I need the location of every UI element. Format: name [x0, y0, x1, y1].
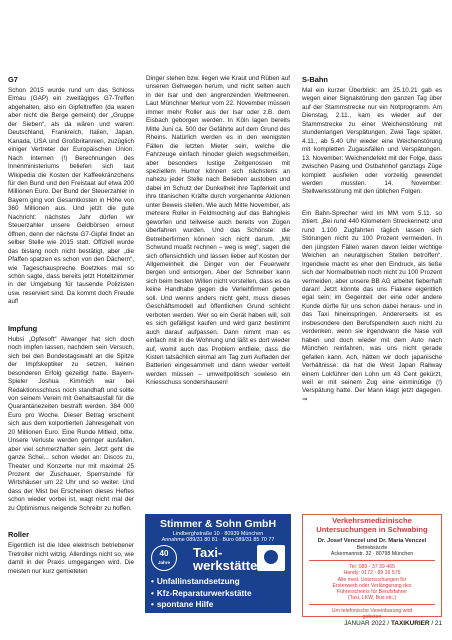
logo-icon — [257, 545, 285, 571]
info-line: Um telefonische Vereinbarung wird — [331, 607, 413, 614]
badge-text: Jahre — [157, 560, 170, 565]
venczel-advertisement — [302, 514, 442, 621]
badge-number: 40 — [159, 549, 169, 558]
column-right — [302, 75, 442, 407]
divider — [309, 604, 435, 605]
column-middle — [146, 75, 290, 391]
info-line: (Taxi, LKW, Bus etc.) — [347, 594, 397, 601]
logo-circle — [264, 550, 278, 564]
info-line: Alle med. Untersuchungen für — [337, 576, 407, 583]
ad-v-title-line-1: Verkehrsmedizinische — [332, 516, 412, 525]
service-item: • Kfz-Reparaturwerkstätte — [151, 588, 252, 600]
ad-v-title — [303, 517, 441, 534]
ad-title-line-1: Taxi- — [193, 545, 223, 560]
mobile-number: Handy: 0172 - 89 16 575 — [343, 570, 401, 577]
phone-number: Tel: 089 - 37 39 465 — [349, 564, 395, 571]
heading-g7: G7 — [8, 75, 18, 84]
info-line: Ersterwerb oder Verlängerung des — [332, 582, 412, 589]
page-number: / 21 — [429, 620, 442, 627]
paragraph-g7: Schon 2015 wurde rund um das Schloss Elmau (GAP) ein zweitägiges G7-Treffen abgehalten, also ein Gipfeltreffen (da waren aber nicht die Berge gemeint) der „Gruppe der Sieben“, als da wären und waren: Deutschland, Frankreich, Italien, Japan, Kanada, USA und Großbritannien, zuzüglich einiger Vertreter der Europäischen Union. Nach Internen (!) Berechnungen des Innenministeriums beliefen sich laut Wikipedia die Kosten der Kaffeekränzchens für den Bund und den Freistaat auf etwa 200 Millionen Euro. Der Bund der Steuerzahler in Bayern ging von Gesamtkosten in Höhe von 360 Millionen aus. Und jetzt die gute Nachricht: nächstes Jahr dürfen wir Steuerzahler unsere Geldbörsen erneut öffnen, denn der nächste G7-Gipfel findet an selber Stelle wie 2015 statt. Offiziell wurde das bislang noch nicht bestätigt, aber „die Pfaffen spatzen es schon von den Dächern“, wie Tageschauspreche Boetzkes mal so schön sagte, dass bereits jetzt Hoteltzimmer in der Umgebung für tausende Polizisten usw. reserviert sind. Da kommt doch Freude auf! — [8, 87, 134, 306]
ad-v-title-line-2: Untersuchungen in Schwabing — [316, 524, 428, 534]
divider — [309, 560, 435, 561]
info-line: Führerscheins für Berufsfahrer — [336, 588, 408, 595]
paragraph-roller: Eigentlich ist die Idee elektrisch betriebener Tretroller nicht witzig. Allerdings nicht so, wie damit in der Praxis umgegangen wird. Die meisten nur kurz gemieteten — [8, 542, 134, 575]
practice-address: Ackermannstr. 32 · 80798 München — [330, 551, 414, 558]
issue-date: JANUAR 2022 / — [344, 620, 391, 627]
heading-s-bahn: S-Bahn — [302, 75, 328, 84]
company-address: Lindberghstraße 10 · 80939 München — [172, 531, 264, 537]
page-footer — [344, 620, 442, 627]
paragraph-s-bahn-1: Mal ein kurzer Überblick: am 25.10.21 gab es wegen einer Signalstörung den ganzen Tag über auf der Stammstrecke nur ein Notprogramm. Am Dienstag, 2.11., kam es wieder auf der Stammstrecke zu einer Weichenstörung mit stundenlangen Verspätungen. Zwei Tage später, 4.11., ab 5.40 Uhr wieder eine Weichenstörung mit kompletten Zugausfällen und Verspätungen. 13. November: Weichendefekt mit der Folge, dass zwischen Pasing und Ostbahnhof ganztags Züge komplett ausfielen oder vorzeitig gewendet werden mussten. 14. November: Stellwerksstörung mit den üblichen Folgen. — [302, 87, 442, 196]
heading-impfung: Impfung — [8, 323, 38, 333]
company-phone: Annahme 089/31 80 81 · Büro 089/31 85 70 77 — [161, 537, 275, 543]
paragraph-impfung: Hubsi „Opfesoft“ Aiwanger hat sich doch noch impfen lassen, nachdem sein Versuch, sich bei den Bundestagswahl an die Spitze der Impfskeptiker zu setzen, keinen besonderen Erfolg gezeitigt hatte. Bayern-Spieler Joshua Kimmich war bei Redaktionsschluss noch standhaft und sollte von seinem Verein mit Gehaltsausfall für die Quarantänezeiten bestraft werden. 384 000 Euro pro Woche. Dieser Betrag erscheint sich aus dem kolportierten Jahresgehalt von 20 Millionen Euro. Eine Runde Mitleid, bitte. Unsere Verluste werden geringer ausfallen, aber viel schmerzhafter sein. Jetzt geht die ganze Schei... schon wieder an: Discos zu, Theater und Konzerte nur mit maximal 25 Prozent der Zuschauer, Sperrstunde für Wirtshäuser um 22 Uhr und so weiter. Und dass der Mist bei Erscheinen dieses Heftes schon wieder vorbei ist, wagt nicht mal der zu Optimismus neigende Schreibr zu hoffen. — [8, 335, 134, 512]
info-line: gebeten — [362, 614, 382, 621]
stimmer-advertisement — [145, 514, 291, 613]
company-name: Stimmer & Sohn GmbH — [159, 518, 277, 530]
ad-title — [193, 546, 257, 572]
service-item: • Unfallinstandsetzung — [151, 576, 252, 588]
doctor-names: Dr. Josef Venczel und Dr. Maria Venczel — [317, 538, 427, 545]
magazine-name: TAXIKURIER — [390, 620, 430, 627]
doctor-role: Betriebsärzte — [356, 545, 388, 552]
service-list — [151, 576, 252, 611]
paragraph-s-bahn-2: Ein Bahn-Sprecher wird im MM vom 5.11. so zitiert: „Bei rund 440 Kilometern Streckennetz und rund 1.100 Zugfahrten täglich lassen sich Störungen nicht zu 100 Prozent vermeiden. In den jüngsten Fällen waren davon leider wichtige Weichen an neuralgischen Stellen betroffen“. Irgendwie macht es eher den Eindruck, als ließe sich der Normalbetrieb noch nicht zu 100 Prozent vermeiden, aber unsere BB AG arbeitet fieberhaft daran! Jetzt könnte das uns Fiakere eigentlich egal sein; im Gegenteil: der eine oder andere Kunde dürfte für uns schon dabei heraus- und in das Taxi hineinspringen. Andererseits ist es insbesondere den Berufspendlern auch nicht zu verdenken, wenn sie irgendwann die Nase voll haben und doch wieder mit dem Auto nach München reinfahren, was uns nicht gerade gefallen kann. Ach, hätten wir doch japanische Verhältnisse: da hat die West Japan Railway einem Lokführer den Lohn um 43 Cent gekürzt, weil er mit seinem Zug eine einminütige (!) Verspätung hatte. Der Mann klagt jetzt dagegen. ⇒ — [302, 209, 442, 403]
ad-title-line-2: werkstätte — [193, 558, 258, 573]
anniversary-badge-icon — [151, 545, 177, 571]
service-item: • spontane Hilfe — [151, 599, 252, 611]
paragraph-roller-continued: Dinger stehen bzw. liegen wie Kraut und Rüben auf unseren Gehwegen herum, und nicht selten auch in der Isar und den angrenzenden Weltmeeren. Laut Münchner Merkur vom 22. November müssen immer mehr Roller aus der Isar oder z.B. dem Eisbach geborgen werden. In Köln lagen bereits Mitte Juni ca. 500 der Gefährte auf dem Grund des Rheins. Natürlich werden es in den wenigsten Fällen die letzten Mieter sein, welche die Fahrzeuge einfach hinoder gleich wegschmeißen, aber besonders lustige Zeitgenossen mit speziellem Humor können sich nächstens an nahezu jeder Stelle nach Belieben austoben und dabei im Schutz der Dunkelheit ihre Tapferkeit und ihre titanischen Kräfte durch vorgenannte Aktionen unter Beweis stellen. Wie auch Mitte November, als mehrere Roller in Feldmoching auf das Bahngleis geworfen und teilweise auch bereits von Zügen überfahren wurden. Und das Schönste: die Betreiberfirmen können sich nicht darum. „Mit Schwund muaßt rechnen – weg is weg“, sagen die sich offensichtlich und lassen lieber auf Kosten der Allgemeinheit die Dinger von der Feuerwehr bergen und entsorgen. Aber der Schreiber kann sich beim besten Willen nicht vorstellen, dass es da keine Handhabe gegen die Verleihfirmen geben soll. Und wenns anders nicht geht, muss dieses Geschäftsmodell auf öffentlichen Grund schlicht verboten werden. Wer so ein Gerät haben will, soll es sich gefälligst kaufen und wird ganz bestimmt auch darauf aufpassen. Dann nimmt man es einfach mit in die Wohnung und läßt es dort wieder auf, womit auch das Problem entfiele, dass die Kisten tatsächlich einmal am Tag zum Aufladen der Batterien eingesammelt und dann wieder verteilt werden müssen – umweltpolitisch sowieso ein Kniesschuss sondershausen! — [146, 75, 290, 387]
heading-roller: Roller — [8, 530, 29, 540]
column-left — [8, 75, 134, 579]
